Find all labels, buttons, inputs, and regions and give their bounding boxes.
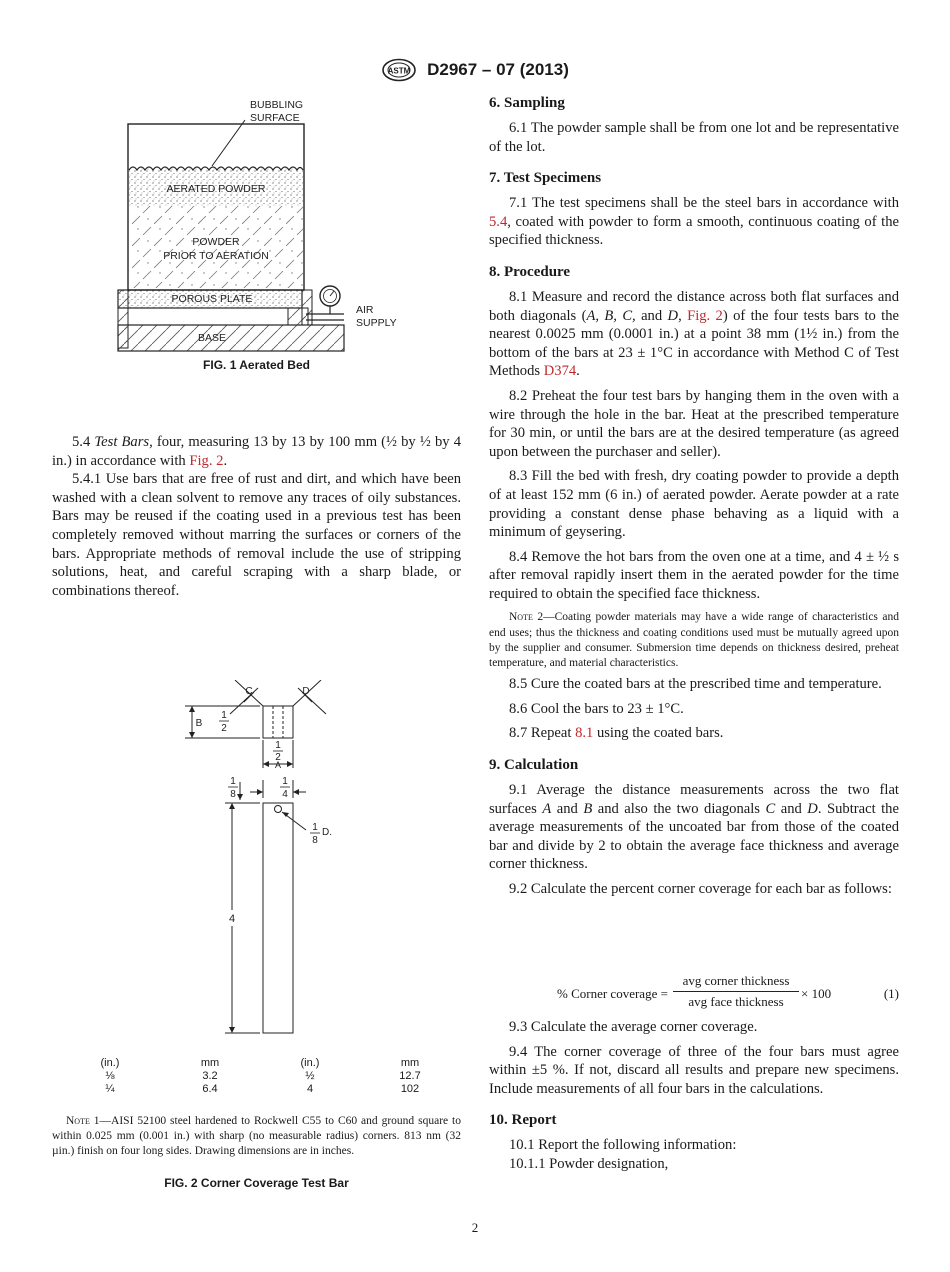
table-row: (in.) mm (in.) mm bbox=[100, 1057, 420, 1069]
label-b: B bbox=[195, 718, 203, 729]
label-a: A bbox=[274, 760, 282, 770]
label-supply: SUPPLY bbox=[356, 317, 397, 329]
right-column bbox=[489, 94, 899, 899]
para-9-2: 9.2 Calculate the percent corner coverage for each bar as follows: bbox=[509, 881, 892, 898]
note-2: Note 2—Coating powder materials may have a wide range of characteristics and end uses; thus the thickness and coating conditions used must be mutually agreed upon by the supplier and consumer. Submersion time depends on thickness desired, preheat temperature, and material characteristics. bbox=[489, 611, 900, 670]
astm-logo-text: ASTM bbox=[387, 66, 411, 76]
label-powder: POWDER bbox=[192, 236, 240, 248]
para-10-1: 10.1 Report the following information: bbox=[509, 1137, 737, 1154]
figure-1-aerated-bed bbox=[110, 92, 420, 354]
a-frac-den: 2 bbox=[275, 752, 281, 763]
figure-1-caption: FIG. 1 Aerated Bed bbox=[203, 358, 310, 372]
figure-2-test-bar bbox=[170, 680, 370, 1040]
eighth-frac-num: 1 bbox=[230, 776, 236, 787]
para-9-1: 9.1 Average the distance measurements across the two flat surfaces A and B and also the two diagonals C and D. Subtract the average measurements of the uncoated bar from those of the coated bar and divide by 2 to obtain the average face thickness and average corner thickness. bbox=[489, 782, 899, 873]
page-header bbox=[0, 58, 950, 82]
eq-denominator: avg face thickness bbox=[688, 994, 784, 1009]
section-9-heading: 9. Calculation bbox=[489, 757, 579, 774]
eq-rhs: × 100 bbox=[801, 986, 832, 1001]
eq-lhs: % Corner coverage = bbox=[557, 986, 668, 1001]
quarter-frac-num: 1 bbox=[282, 776, 288, 787]
eq-numerator: avg corner thickness bbox=[673, 973, 799, 992]
quarter-frac-den: 4 bbox=[282, 789, 288, 800]
label-bubbling: BUBBLING bbox=[250, 99, 304, 111]
section-6-heading: 6. Sampling bbox=[489, 95, 565, 111]
astm-logo bbox=[381, 58, 417, 82]
label-air: AIR bbox=[356, 304, 374, 316]
left-column bbox=[52, 433, 461, 600]
note-1: Note 1—AISI 52100 steel hardened to Rockwell C55 to C60 and ground square to within 0.025 mm (0.001 in.) with sharp (no measurable radius) corners. 813 nm (32 µin.) finish on four long sides. Drawing dimensions are in inches. bbox=[52, 1115, 461, 1158]
units-table bbox=[60, 1057, 460, 1096]
label-aerated-powder: AERATED POWDER bbox=[166, 183, 266, 195]
a-frac-num: 1 bbox=[275, 740, 281, 751]
section-8-heading: 8. Procedure bbox=[489, 263, 571, 280]
link-fig-2[interactable]: Fig. 2 bbox=[189, 452, 224, 469]
table-row: ⅛ 3.2 ½ 12.7 bbox=[105, 1070, 421, 1082]
label-length: 4 bbox=[228, 913, 236, 925]
para-6-1: 6.1 The powder sample shall be from one lot and be representative of the lot. bbox=[489, 120, 899, 155]
eq-number: (1) bbox=[883, 986, 899, 1001]
link-fig-2-b[interactable]: Fig. 2 bbox=[687, 307, 723, 324]
para-9-4: 9.4 The corner coverage of three of the four bars must agree within ±5 %. If not, discard all results and prepare new specimens. Include measurements of all four bars in the calculations. bbox=[489, 1043, 899, 1097]
para-8-6: 8.6 Cool the bars to 23 ± 1°C. bbox=[509, 700, 684, 717]
para-8-4: 8.4 Remove the hot bars from the oven one at a time, and 4 ± ½ s after removal rapidly insert them in the aerated powder for the time required to obtain the specified face thickness. bbox=[489, 548, 899, 602]
section-10-heading: 10. Report bbox=[489, 1112, 557, 1129]
para-8-7: 8.7 Repeat 8.1 using the coated bars. bbox=[509, 725, 724, 742]
link-8-1[interactable]: 8.1 bbox=[575, 725, 594, 742]
page-number: 2 bbox=[471, 1220, 479, 1235]
hole-suffix: D. bbox=[322, 827, 332, 838]
table-row: ¼ 6.4 4 102 bbox=[105, 1083, 420, 1095]
link-d374[interactable]: D374 bbox=[543, 363, 577, 380]
eighth-frac-den: 8 bbox=[230, 789, 236, 800]
hole-frac-num: 1 bbox=[312, 822, 318, 833]
label-d: D bbox=[302, 686, 310, 697]
hole-frac-den: 8 bbox=[312, 835, 318, 846]
figure-2-caption: FIG. 2 Corner Coverage Test Bar bbox=[164, 1176, 349, 1190]
link-5-4[interactable]: 5.4 bbox=[489, 213, 508, 230]
eq-fraction bbox=[673, 973, 799, 1010]
para-8-1: 8.1 Measure and record the distance across both flat surfaces and both diagonals (A, B, C, and D, Fig. 2) of the four tests bars to the nearest 0.0025 mm (0.0001 in.) at a point 38 mm (1½ in.) from the bottom of the bars at 23 ± 1°C in accordance with Method C of Test Methods D374. bbox=[489, 288, 899, 380]
section-7-heading: 7. Test Specimens bbox=[489, 170, 602, 187]
equation-1 bbox=[489, 973, 899, 1013]
para-8-3: 8.3 Fill the bed with fresh, dry coating powder to provide a depth of at least 152 mm (6 in.) of aerated powder. Aerate powder at a rate providing a constant dense phase behaving as a liquid with a minimum of geysering. bbox=[489, 468, 899, 541]
right-column-lower bbox=[489, 1018, 899, 1174]
para-9-3: 9.3 Calculate the average corner coverage. bbox=[509, 1019, 758, 1035]
para-7-1: 7.1 The test specimens shall be the steel bars in accordance with 5.4, coated with powder to form a smooth, continuous coating of the specified thickness. bbox=[489, 195, 899, 249]
para-10-1-1: 10.1.1 Powder designation, bbox=[509, 1155, 669, 1172]
label-porous-plate: POROUS PLATE bbox=[171, 293, 253, 305]
document-code: D2967 – 07 (2013) bbox=[427, 60, 569, 79]
para-5-4-1: 5.4.1 Use bars that are free of rust and dirt, and which have been washed with a clean solvent to remove any traces of oily substances. Bars may be reused if the coating used in a previous test has been completely removed without marring the surfaces or corners of the bars. Appropriate methods of removal include the use of stripping solutions, heat, and careful scraping with a sharp blade, or combinations thereof. bbox=[52, 471, 461, 599]
label-base: BASE bbox=[197, 332, 227, 344]
para-5-4: 5.4 Test Bars, four, measuring 13 by 13 by 100 mm (½ by ½ by 4 in.) in accordance with Fig. 2. bbox=[52, 434, 461, 469]
label-prior-to-aeration: PRIOR TO AERATION bbox=[163, 250, 269, 262]
label-surface: SURFACE bbox=[250, 112, 300, 124]
b-frac-den: 2 bbox=[221, 723, 227, 734]
para-8-5: 8.5 Cure the coated bars at the prescribed time and temperature. bbox=[509, 676, 882, 693]
b-frac-num: 1 bbox=[221, 710, 227, 721]
label-c: C bbox=[245, 686, 253, 697]
para-8-2: 8.2 Preheat the four test bars by hanging them in the oven with a wire through the hole in the bar. Heat at the prescribed temperature for 30 min, or until the bars are at the desired temperature (as agreed upon between the purchaser and seller). bbox=[489, 387, 899, 460]
